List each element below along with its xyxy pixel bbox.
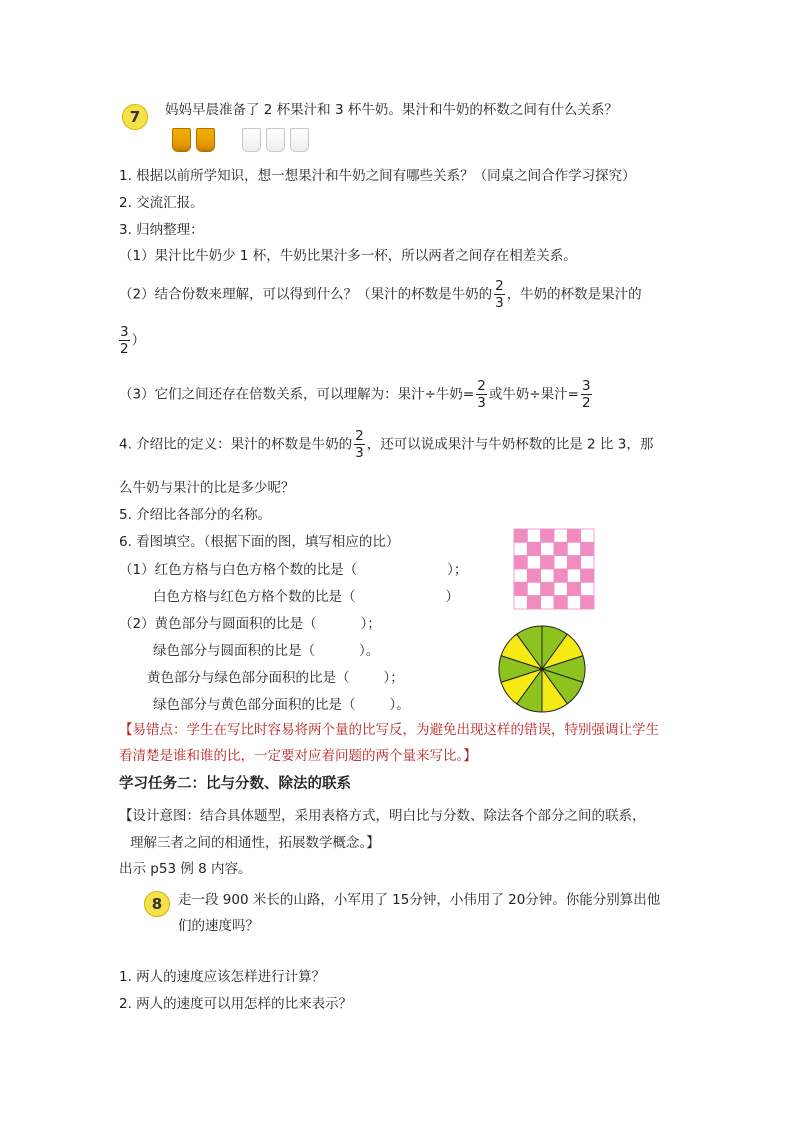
example-7-question: 妈妈早晨准备了 2 杯果汁和 3 杯牛奶。果汁和牛奶的杯数之间有什么关系？	[165, 102, 618, 118]
grid-cell-white	[581, 556, 594, 569]
grid-cell-pink	[567, 556, 580, 569]
grid-cell-white	[541, 596, 554, 609]
grid-cell-pink	[514, 582, 527, 595]
example-8-line-1: 走一段 900 米长的山路，小军用了 15分钟，小伟用了 20分钟。你能分别算出他	[178, 892, 661, 908]
grid-cell-pink	[541, 582, 554, 595]
grid-cell-white	[581, 582, 594, 595]
step-5: 5. 介绍比各部分的名称。	[119, 507, 272, 523]
checkered-grid	[513, 528, 595, 610]
fraction-three-halves: $\frac{3}{2}$	[120, 324, 129, 357]
example-7-badge: 7	[122, 104, 148, 130]
warning-line-2: 看清楚是谁和谁的比，一定要对应着问题的两个量来写比。】	[119, 748, 477, 764]
grid-cell-pink	[554, 596, 567, 609]
grid-cell-white	[541, 569, 554, 582]
grid-cell-white	[567, 596, 580, 609]
grid-cell-white	[514, 569, 527, 582]
step-3: 3. 归纳整理：	[119, 222, 204, 238]
grid-cell-pink	[581, 569, 594, 582]
grid-cell-white	[527, 582, 540, 595]
grid-cell-pink	[527, 542, 540, 555]
grid-cell-white	[527, 556, 540, 569]
grid-cell-white	[554, 529, 567, 542]
fill-1b: 白色方格与红色方格个数的比是（ ）	[153, 589, 459, 605]
grid-cell-white	[554, 582, 567, 595]
milk-cup-icon	[266, 128, 285, 152]
example-8-badge: 8	[144, 891, 170, 917]
juice-cup-icon	[172, 128, 191, 152]
step-3-3: （3）它们之间还存在倍数关系，可以理解为：果汁÷牛奶= $\frac{2}{3}$ 或牛奶÷果汁= $\frac{3}{2}$	[119, 378, 591, 411]
step-3-2	[119, 278, 642, 311]
milk-cup-icon	[290, 128, 309, 152]
grid-cell-pink	[567, 582, 580, 595]
grid-cell-white	[567, 569, 580, 582]
grid-cell-pink	[554, 542, 567, 555]
grid-cell-white	[581, 529, 594, 542]
step-4: 4. 介绍比的定义：果汁的杯数是牛奶的 $\frac{2}{3}$ ，还可以说成果汁与牛奶杯数的比是 2 比 3，那	[119, 428, 654, 461]
step-4-cont: 么牛奶与果汁的比是多少呢？	[119, 480, 295, 496]
grid-cell-white	[541, 542, 554, 555]
grid-cell-pink	[514, 529, 527, 542]
fraction-two-thirds: $\frac{2}{3}$	[495, 278, 504, 311]
grid-cell-white	[554, 556, 567, 569]
grid-cell-pink	[581, 596, 594, 609]
step-3-2-text: （2）结合份数来理解，可以得到什么？（果汁的杯数是牛奶的	[119, 286, 493, 303]
fraction-two-thirds: $\frac{2}{3}$	[355, 428, 364, 461]
example-8-line-2: 们的速度吗？	[178, 918, 259, 934]
grid-cell-pink	[541, 556, 554, 569]
warning-line-1: 【易错点：学生在写比时容易将两个量的比写反，为避免出现这样的错误，特别强调让学生	[119, 722, 659, 738]
task2-show: 出示 p53 例 8 内容。	[119, 861, 252, 877]
fill-2a: （2）黄色部分与圆面积的比是（ ）；	[119, 616, 381, 632]
task2-title: 学习任务二：比与分数、除法的联系	[119, 776, 351, 792]
milk-cup-icon	[242, 128, 261, 152]
step-6: 6. 看图填空。（根据下面的图，填写相应的比）	[119, 534, 400, 550]
step-2: 2. 交流汇报。	[119, 195, 204, 211]
grid-cell-pink	[541, 529, 554, 542]
grid-cell-white	[567, 542, 580, 555]
step-3-2-cont: $\frac{3}{2}$ ）	[120, 324, 146, 357]
task2-intent-2: 理解三者之间的相通性，拓展数学概念。】	[130, 835, 380, 851]
fill-2d: 绿色部分与黄色部分面积的比是（ ）。	[153, 697, 410, 713]
grid-cell-pink	[554, 569, 567, 582]
step-3-2-text-b: ，牛奶的杯数是果汁的	[506, 286, 642, 303]
fraction-two-thirds: $\frac{2}{3}$	[477, 378, 486, 411]
juice-cup-icon	[196, 128, 215, 152]
question-1: 1. 两人的速度应该怎样进行计算？	[119, 969, 326, 985]
grid-cell-white	[514, 596, 527, 609]
fill-1a: （1）红色方格与白色方格个数的比是（ ）；	[119, 562, 468, 578]
grid-cell-white	[514, 542, 527, 555]
task2-intent-1: 【设计意图：结合具体题型，采用表格方式，明白比与分数、除法各个部分之间的联系，	[119, 808, 646, 824]
question-2: 2. 两人的速度可以用怎样的比来表示？	[119, 996, 353, 1012]
grid-cell-pink	[567, 529, 580, 542]
grid-cell-white	[527, 529, 540, 542]
grid-cell-pink	[514, 556, 527, 569]
step-1: 1. 根据以前所学知识，想一想果汁和牛奶之间有哪些关系？（同桌之间合作学习探究）	[119, 168, 636, 184]
fraction-three-halves: $\frac{3}{2}$	[581, 378, 591, 411]
step-3-1: （1）果汁比牛奶少 1 杯，牛奶比果汁多一杯，所以两者之间存在相差关系。	[119, 248, 577, 264]
pie-circle	[497, 624, 587, 714]
fill-2c: 黄色部分与绿色部分面积的比是（ ）；	[147, 670, 404, 686]
grid-cell-pink	[581, 542, 594, 555]
grid-cell-pink	[527, 596, 540, 609]
grid-cell-pink	[527, 569, 540, 582]
fill-2b: 绿色部分与圆面积的比是（ ）。	[153, 643, 380, 659]
